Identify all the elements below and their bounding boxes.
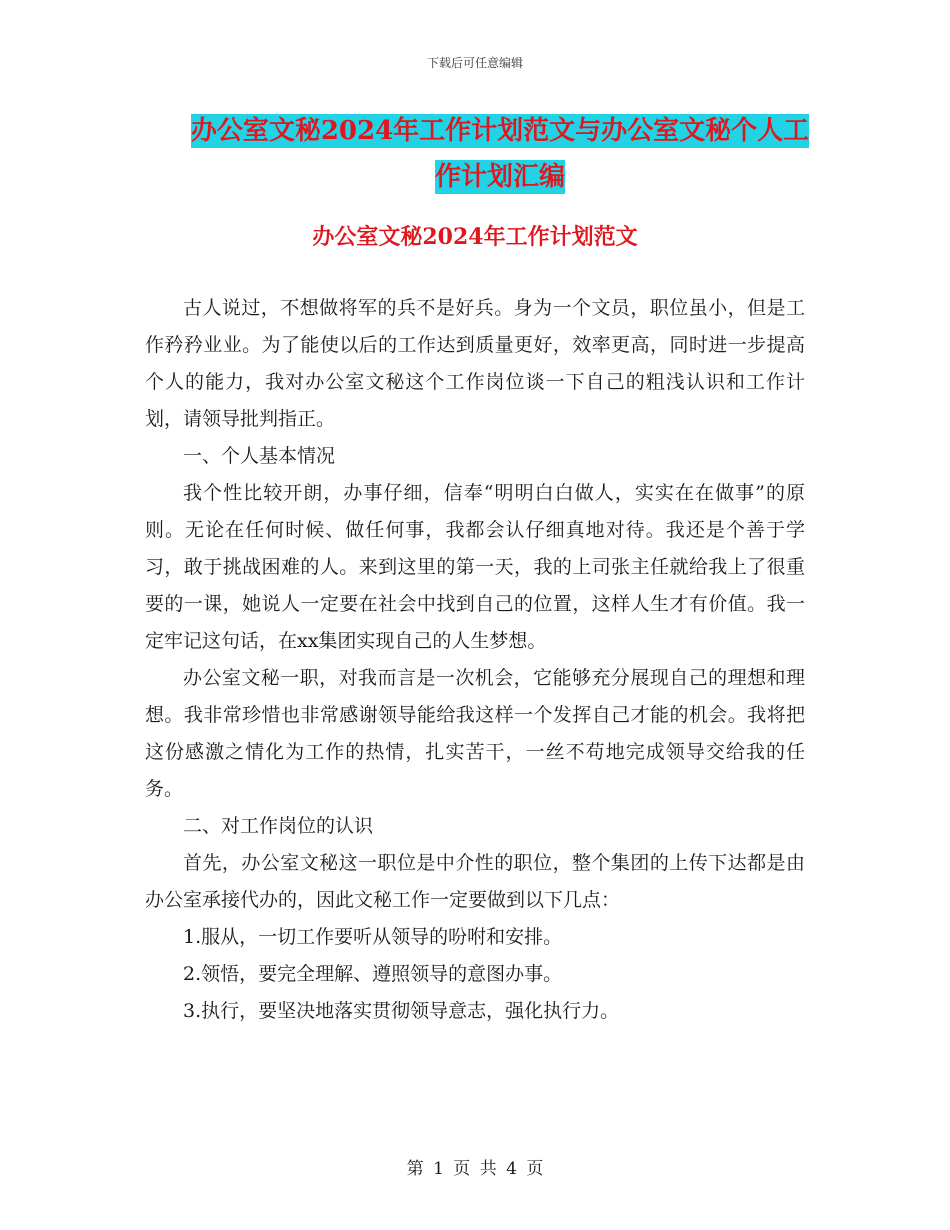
paragraph-opportunity: 办公室文秘一职，对我而言是一次机会，它能够充分展现自己的理想和理想。我非常珍惜也非常感谢领导能给我这样一个发挥自己才能的机会。我将把这份感激之情化为工作的热情，扎实苦干，一丝不苟地完成领导交给我的任务。 — [145, 667, 805, 800]
list-item-comprehend: 2.领悟，要完全理解、遵照领导的意图办事。 — [183, 963, 563, 985]
paragraph-intermediary-role: 首先，办公室文秘这一职位是中介性的职位，整个集团的上传下达都是由办公室承接代办的，因此文秘工作一定要做到以下几点： — [145, 852, 805, 911]
heading-job-understanding: 二、对工作岗位的认识 — [183, 815, 374, 837]
document-title-line-2: 作计划汇编 — [434, 162, 565, 192]
document-title — [140, 108, 860, 200]
document-title-line-1: 办公室文秘2024年工作计划范文与办公室文秘个人工 — [190, 116, 810, 146]
paragraph-personality: 我个性比较开朗，办事仔细，信奉“明明白白做人，实实在在做事”的原则。无论在任何时候、做任何事，我都会认仔细真地对待。我还是个善于学习，敢于挑战困难的人。来到这里的第一天，我的上司张主任就给我上了很重要的一课，她说人一定要在社会中找到自己的位置，这样人生才有价值。我一定牢记这句话，在xx集团实现自己的人生梦想。 — [145, 482, 805, 652]
list-item-obey: 1.服从，一切工作要听从领导的吩咐和安排。 — [183, 926, 563, 948]
heading-personal-info: 一、个人基本情况 — [183, 445, 336, 467]
header-note: 下载后可任意编辑 — [426, 56, 523, 70]
page-number: 第 1 页 共 4 页 — [406, 1159, 544, 1179]
list-item-execute: 3.执行，要坚决地落实贯彻领导意志，强化执行力。 — [183, 1000, 620, 1022]
paragraph-intro: 古人说过，不想做将军的兵不是好兵。身为一个文员，职位虽小，但是工作矜矜业业。为了能使以后的工作达到质量更好，效率更高，同时进一步提高个人的能力，我对办公室文秘这个工作岗位谈一下自己的粗浅认识和工作计划，请领导批判指正。 — [145, 297, 805, 430]
section-title: 办公室文秘2024年工作计划范文 — [312, 224, 638, 250]
document-body — [145, 290, 805, 1030]
